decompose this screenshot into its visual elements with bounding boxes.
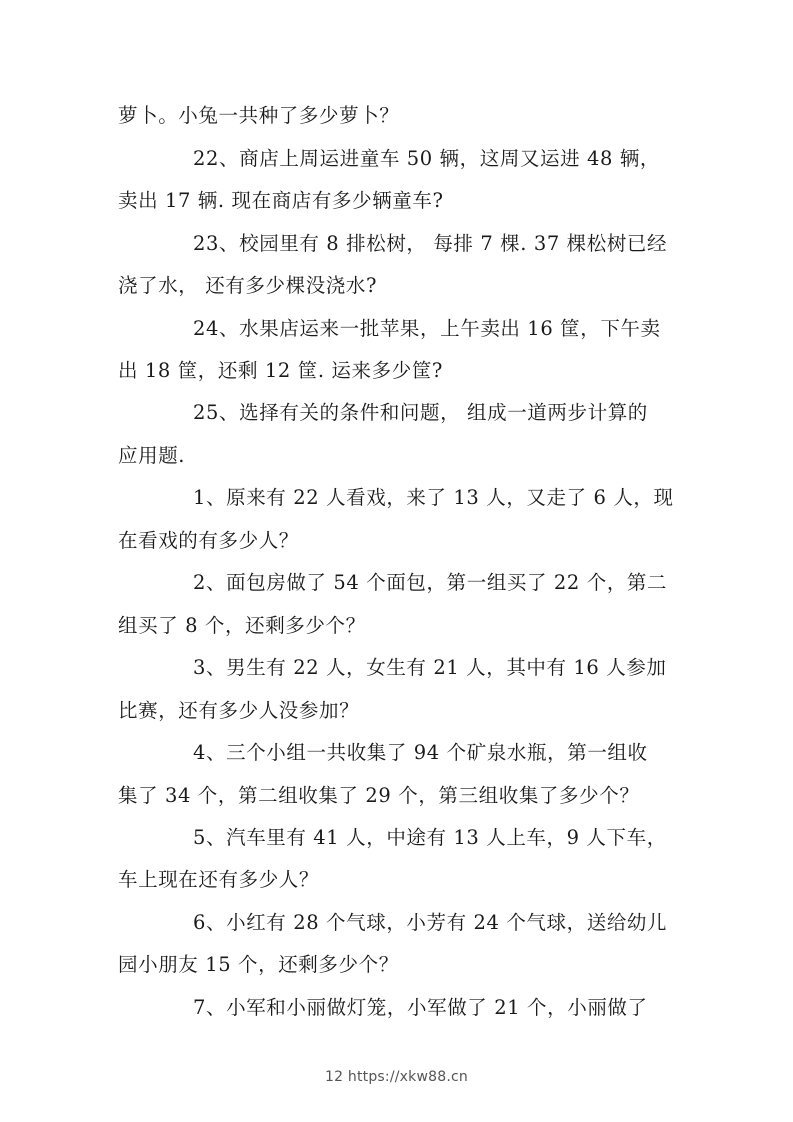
text-line: 在看戏的有多少人？ <box>118 529 299 552</box>
problem-24-line: 24、水果店运来一批苹果，上午卖出 16 筐，下午卖 <box>193 317 661 340</box>
page-footer: 12 https://xkw88.cn <box>325 1069 468 1085</box>
sub-problem-7-line: 7、小军和小丽做灯笼，小军做了 21 个，小丽做了 <box>193 996 648 1019</box>
text-line: 车上现在还有多少人？ <box>118 868 320 891</box>
sub-problem-2-line: 2、面包房做了 54 个面包，第一组买了 22 个，第二 <box>193 571 668 594</box>
problem-25-line: 25、选择有关的条件和问题， 组成一道两步计算的 <box>193 401 648 424</box>
sub-problem-5-line: 5、汽车里有 41 人，中途有 13 人上车，9 人下车， <box>193 826 667 849</box>
text-line: 出 18 筐，还剩 12 筐. 运来多少筐? <box>118 359 443 382</box>
text-line: 浇了水， 还有多少棵没浇水? <box>118 274 378 297</box>
text-line: 萝卜。小兔一共种了多少萝卜？ <box>118 104 400 127</box>
text-line: 比赛，还有多少人没参加？ <box>118 699 360 722</box>
text-line: 卖出 17 辆. 现在商店有多少辆童车? <box>118 189 444 212</box>
sub-problem-4-line: 4、三个小组一共收集了 94 个矿泉水瓶，第一组收 <box>193 741 648 764</box>
problem-22-line: 22、商店上周运进童车 50 辆，这周又运进 48 辆， <box>193 147 661 170</box>
sub-problem-3-line: 3、男生有 22 人，女生有 21 人，其中有 16 人参加 <box>193 656 667 679</box>
sub-problem-6-line: 6、小红有 28 个气球，小芳有 24 个气球，送给幼儿 <box>193 911 668 934</box>
text-line: 应用题. <box>118 444 186 467</box>
sub-problem-1-line: 1、原来有 22 人看戏，来了 13 人，又走了 6 人，现 <box>193 486 674 509</box>
problem-23-line: 23、校园里有 8 排松树， 每排 7 棵. 37 棵松树已经 <box>193 232 668 255</box>
text-line: 集了 34 个，第二组收集了 29 个，第三组收集了多少个？ <box>118 784 640 807</box>
text-line: 园小朋友 15 个，还剩多少个？ <box>118 953 399 976</box>
text-line: 组买了 8 个，还剩多少个？ <box>118 614 366 637</box>
